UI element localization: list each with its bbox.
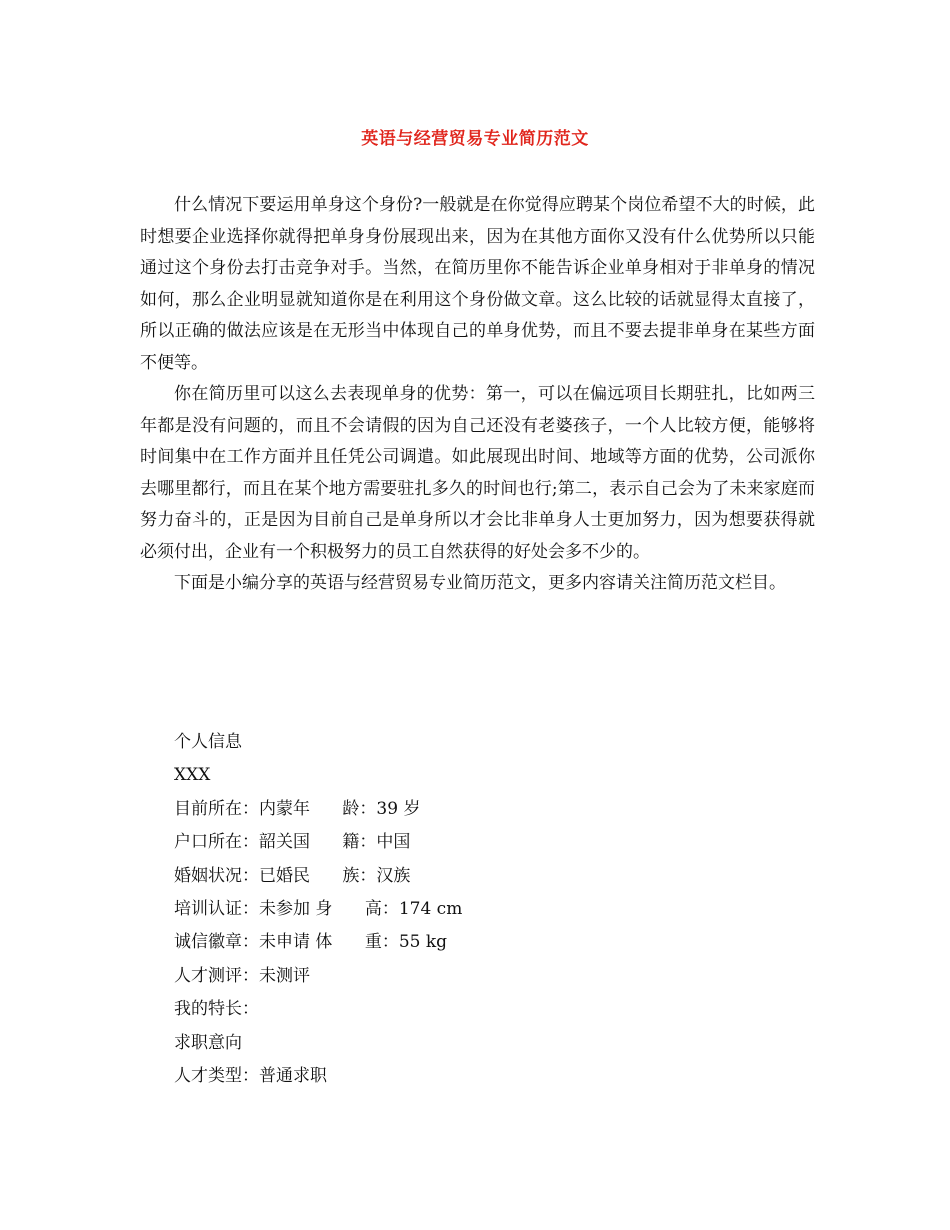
info-marital-ethnicity: 婚姻状况：已婚民 族：汉族	[174, 865, 411, 886]
info-heading-personal: 个人信息	[174, 732, 242, 752]
info-location-age: 目前所在：内蒙年 龄：39 岁	[174, 798, 421, 819]
info-specialty: 我的特长：	[174, 999, 259, 1020]
info-heading-job-intent: 求职意向	[174, 1032, 242, 1053]
document-title: 英语与经营贸易专业简历范文	[361, 129, 589, 149]
info-training-height: 培训认证：未参加 身 高：174 cm	[174, 898, 463, 919]
info-assessment: 人才测评：未测评	[174, 965, 310, 986]
paragraph-intro: 什么情况下要运用单身这个身份?一般就是在你觉得应聘某个岗位希望不大的时候，此时想要企业选择你就得把单身身份展现出来，因为在其他方面你又没有什么优势所以只能通过这个身份去打击竞争对手。当然，在简历里你不能告诉企业单身相对于非单身的情况如何，那么企业明显就知道你是在利用这个身份做文章。这么比较的话就显得太直接了，所以正确的做法应该是在无形当中体现自己的单身优势，而且不要去提非单身在某些方面不便等。	[140, 195, 815, 373]
paragraph-advantages: 你在简历里可以这么去表现单身的优势：第一，可以在偏远项目长期驻扎，比如两三年都是没有问题的，而且不会请假的因为自己还没有老婆孩子，一个人比较方便，能够将时间集中在工作方面并且任凭公司调遣。如此展现出时间、地域等方面的优势，公司派你去哪里都行，而且在某个地方需要驻扎多久的时间也行;第二，表示自己会为了未来家庭而努力奋斗的，正是因为目前自己是单身所以才会比非单身人士更加努力，因为想要获得就必须付出，企业有一个积极努力的员工自然获得的好处会多不少的。	[140, 384, 815, 562]
personal-info-section	[174, 726, 814, 1093]
info-talent-type: 人才类型：普通求职	[174, 1065, 327, 1086]
info-hukou-nationality: 户口所在：韶关国 籍：中国	[174, 832, 411, 853]
info-name: XXX	[174, 765, 211, 786]
document-body	[140, 190, 815, 600]
paragraph-share-note: 下面是小编分享的英语与经营贸易专业简历范文，更多内容请关注简历范文栏目。	[174, 573, 786, 593]
info-badge-weight: 诚信徽章：未申请 体 重：55 kg	[174, 932, 448, 953]
